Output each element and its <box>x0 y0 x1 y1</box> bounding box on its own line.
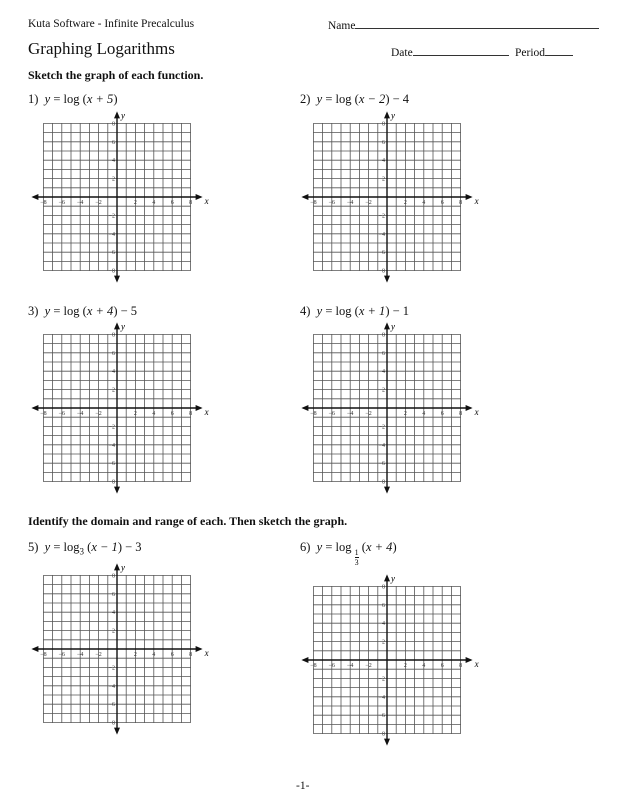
y-tick-label: −4 <box>108 442 115 449</box>
x-tick-label: −6 <box>58 652 65 658</box>
y-tick-label: −8 <box>378 731 385 738</box>
x-arrow-left-icon <box>301 657 308 663</box>
x-tick-label: 2 <box>133 652 137 658</box>
x-tick-label: 8 <box>189 652 193 658</box>
y-axis-label: y <box>391 110 395 121</box>
x-tick-label: −4 <box>77 411 84 417</box>
x-tick-label: −2 <box>95 411 102 417</box>
problem-1: 1) y = log (x + 5) <box>28 92 118 106</box>
y-tick-label: 2 <box>382 387 385 394</box>
x-tick-label: −8 <box>40 652 47 658</box>
y-tick-label: 6 <box>112 139 115 146</box>
x-tick-label: −4 <box>347 411 354 417</box>
x-tick-label: −8 <box>310 411 317 417</box>
problem-4: 4) y = log (x + 1) − 1 <box>300 304 410 318</box>
y-tick-label: −6 <box>378 461 385 468</box>
software-label: Kuta Software - Infinite Precalculus <box>28 18 195 30</box>
x-tick-label: −6 <box>58 200 65 206</box>
y-tick-label: −6 <box>378 250 385 257</box>
base-fraction: $\frac{1}{3}$ <box>354 548 359 567</box>
x-tick-label: −2 <box>95 200 102 206</box>
x-tick-label: −8 <box>310 663 317 669</box>
y-tick-label: 8 <box>112 573 115 580</box>
y-axis-label: y <box>121 321 125 332</box>
x-tick-label: 8 <box>189 411 193 417</box>
y-tick-label: −2 <box>378 676 385 683</box>
y-tick-label: 2 <box>382 176 385 183</box>
y-tick-label: −2 <box>108 424 115 431</box>
y-tick-label: 4 <box>112 369 115 376</box>
x-tick-label: −6 <box>328 200 335 206</box>
x-tick-label: 2 <box>133 411 137 417</box>
x-tick-label: −4 <box>347 200 354 206</box>
x-axis-label: x <box>204 196 209 206</box>
x-tick-label: 8 <box>459 411 463 417</box>
y-tick-label: −2 <box>378 424 385 431</box>
problem-2: 2) y = log (x − 2) − 4 <box>300 92 410 106</box>
y-tick-label: −8 <box>108 720 115 727</box>
y-tick-label: −8 <box>378 479 385 486</box>
y-arrow-down-icon <box>384 739 390 746</box>
y-tick-label: 8 <box>112 332 115 339</box>
section-instruction-1: Sketch the graph of each function. <box>28 68 204 82</box>
y-tick-label: 8 <box>382 332 385 339</box>
y-tick-label: −2 <box>108 665 115 672</box>
x-tick-label: 4 <box>152 411 156 417</box>
y-tick-label: 2 <box>112 176 115 183</box>
x-tick-label: −8 <box>40 411 47 417</box>
y-tick-label: −4 <box>378 694 385 701</box>
y-tick-label: −4 <box>378 442 385 449</box>
x-tick-label: −8 <box>310 200 317 206</box>
x-tick-label: 4 <box>422 200 426 206</box>
x-tick-label: −2 <box>365 663 372 669</box>
x-axis-label: x <box>474 196 479 206</box>
x-tick-label: 8 <box>189 200 193 206</box>
y-tick-label: 6 <box>382 350 385 357</box>
x-tick-label: 8 <box>459 200 463 206</box>
problem-5: 5) $y = \log_3 (x - 1) - 3$ <box>28 540 142 557</box>
date-label: Date <box>391 47 413 59</box>
y-tick-label: −8 <box>378 268 385 275</box>
y-tick-label: 2 <box>382 639 385 646</box>
x-tick-label: 6 <box>440 663 444 669</box>
x-tick-label: −6 <box>328 663 335 669</box>
y-axis-label: y <box>121 562 125 573</box>
x-tick-label: 2 <box>403 200 407 206</box>
x-arrow-right-icon <box>466 657 473 663</box>
x-axis-label: x <box>474 407 479 417</box>
x-tick-label: 4 <box>152 200 156 206</box>
x-axis-label: x <box>204 648 209 658</box>
x-tick-label: −6 <box>58 411 65 417</box>
x-tick-label: 6 <box>440 200 444 206</box>
y-tick-label: 2 <box>112 628 115 635</box>
x-tick-label: 2 <box>403 411 407 417</box>
y-tick-label: −2 <box>108 213 115 220</box>
x-axis-label: x <box>204 407 209 417</box>
y-axis-label: y <box>121 110 125 121</box>
y-tick-label: 6 <box>112 350 115 357</box>
x-tick-label: −2 <box>365 200 372 206</box>
y-tick-label: 4 <box>382 369 385 376</box>
x-tick-label: −4 <box>77 652 84 658</box>
y-tick-label: −4 <box>108 683 115 690</box>
y-tick-label: −6 <box>108 250 115 257</box>
page-number: -1- <box>296 780 310 792</box>
x-tick-label: −4 <box>347 663 354 669</box>
y-tick-label: −8 <box>108 479 115 486</box>
x-tick-label: 6 <box>170 411 174 417</box>
x-tick-label: 8 <box>459 663 463 669</box>
y-tick-label: 4 <box>382 621 385 628</box>
y-tick-label: −6 <box>108 461 115 468</box>
y-tick-label: 8 <box>382 121 385 128</box>
y-tick-label: −4 <box>378 231 385 238</box>
y-tick-label: −8 <box>108 268 115 275</box>
problem-6: 6) y = log $\frac{1}{3}$ (x + 4) <box>300 540 397 567</box>
y-axis-label: y <box>391 573 395 584</box>
y-tick-label: −6 <box>108 702 115 709</box>
section-instruction-2: Identify the domain and range of each. Then sketch the graph. <box>28 514 348 528</box>
name-label: Name <box>328 20 356 32</box>
y-tick-label: 6 <box>382 602 385 609</box>
page-title: Graphing Logarithms <box>28 39 175 58</box>
x-tick-label: 2 <box>133 200 137 206</box>
y-tick-label: 4 <box>112 158 115 165</box>
y-tick-label: −4 <box>108 231 115 238</box>
y-axis-label: y <box>391 321 395 332</box>
x-tick-label: −6 <box>328 411 335 417</box>
y-arrow-up-icon <box>384 574 390 581</box>
x-tick-label: −2 <box>95 652 102 658</box>
y-tick-label: 6 <box>382 139 385 146</box>
y-tick-label: −2 <box>378 213 385 220</box>
x-tick-label: 4 <box>422 411 426 417</box>
x-tick-label: −4 <box>77 200 84 206</box>
x-tick-label: −2 <box>365 411 372 417</box>
x-tick-label: 2 <box>403 663 407 669</box>
x-tick-label: 4 <box>152 652 156 658</box>
problem-3: 3) y = log (x + 4) − 5 <box>28 304 138 318</box>
period-label: Period <box>515 47 546 59</box>
y-tick-label: 4 <box>382 158 385 165</box>
y-tick-label: 8 <box>382 584 385 591</box>
x-tick-label: 6 <box>170 652 174 658</box>
y-tick-label: 4 <box>112 610 115 617</box>
y-tick-label: 8 <box>112 121 115 128</box>
x-tick-label: 6 <box>440 411 444 417</box>
x-axis-label: x <box>474 659 479 669</box>
y-tick-label: 2 <box>112 387 115 394</box>
x-tick-label: −8 <box>40 200 47 206</box>
y-tick-label: 6 <box>112 591 115 598</box>
y-tick-label: −6 <box>378 713 385 720</box>
x-tick-label: 6 <box>170 200 174 206</box>
x-tick-label: 4 <box>422 663 426 669</box>
